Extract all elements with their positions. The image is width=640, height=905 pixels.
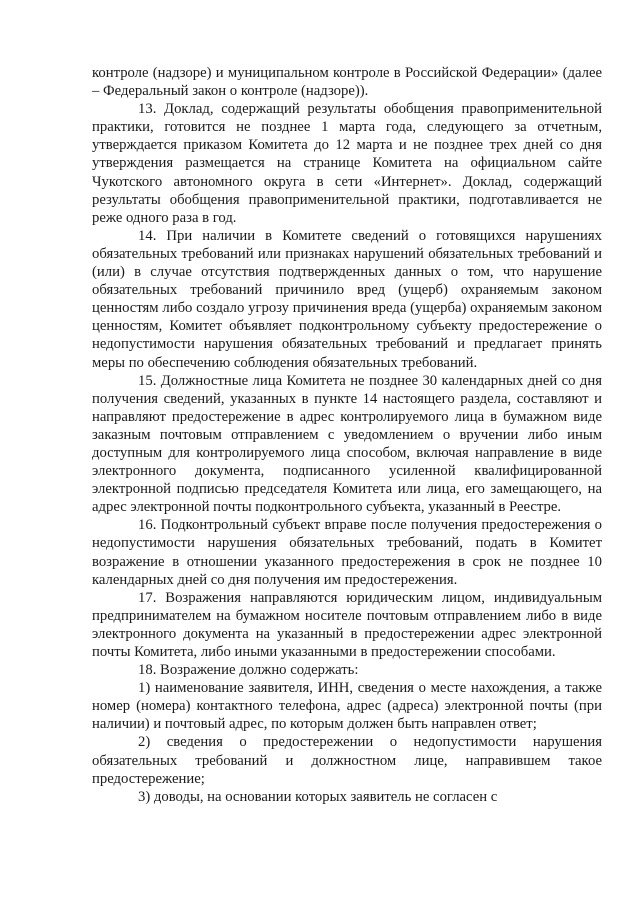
paragraph-14-warning: 14. При наличии в Комитете сведений о готовящихся нарушениях обязательных требований или признаках нарушений обязательных требований и (или) в случае отсутствия подтвержденных данных о том, что нарушение обязательных требований причинило вред (ущерб) охраняемым законом ценностям либо создало угрозу причинения вреда (ущерба) охраняемым законом ценностям, Комитет объявляет подконтрольному субъекту предостережение о недопустимости нарушения обязательных требований и предлагает принять меры по обеспечению соблюдения обязательных требований. bbox=[92, 227, 602, 371]
list-item-3-arguments: 3) доводы, на основании которых заявитель не согласен с bbox=[138, 788, 498, 805]
paragraph-17-objection-delivery: 17. Возражения направляются юридическим лицом, индивидуальным предпринимателем на бумажном носителе почтовым отправлением либо в виде электронного документа на указанный в предостережении адрес электронной почты Комитета, либо иными указанными в предостережении способами. bbox=[92, 589, 602, 660]
paragraph-15-officials: 15. Должностные лица Комитета не позднее 30 календарных дней со дня получения сведений, указанных в пункте 14 настоящего раздела, составляют и направляют предостережение в адрес контролируемого лица в бумажном виде заказным почтовым отправлением с уведомлением о вручении либо иным доступным для контролируемого лица способом, включая направление в виде электронного документа, подписанного усиленной квалифицированной электронной подписью председателя Комитета или лица, его замещающего, на адрес электронной почты подконтрольного субъекта, указанный в Реестре. bbox=[92, 372, 602, 516]
paragraph-continuation: контроле (надзоре) и муниципальном контроле в Российской Федерации» (далее – Федеральный закон о контроле (надзоре)). bbox=[92, 65, 602, 100]
list-item-2-warning-info: 2) сведения о предостережении о недопустимости нарушения обязательных требований и должностном лице, направившем такое предостережение; bbox=[92, 734, 602, 787]
paragraph-18-objection-content: 18. Возражение должно содержать: bbox=[138, 662, 359, 679]
paragraph-13-report: 13. Доклад, содержащий результаты обобщения правоприменительной практики, готовится не позднее 1 марта года, следующего за отчетным, утверждается приказом Комитета до 12 марта и не позднее трех дней со дня утверждения размещается на странице Комитета на официальном сайте Чукотского автономного округа в сети «Интернет». Доклад, содержащий результаты обобщения правоприменительной практики, подготавливается не реже одного раза в год. bbox=[92, 101, 602, 226]
paragraph-16-objection-right: 16. Подконтрольный субъект вправе после получения предостережения о недопустимости нарушения обязательных требований, подать в Комитет возражение в отношении указанного предостережения в срок не позднее 10 календарных дней со дня получения им предостережения. bbox=[92, 517, 602, 588]
document-body bbox=[92, 64, 602, 806]
list-item-1-applicant: 1) наименование заявителя, ИНН, сведения о месте нахождения, а также номер (номера) контактного телефона, адрес (адреса) электронной почты (при наличии) и почтовый адрес, по которым должен быть направлен ответ; bbox=[92, 680, 602, 733]
